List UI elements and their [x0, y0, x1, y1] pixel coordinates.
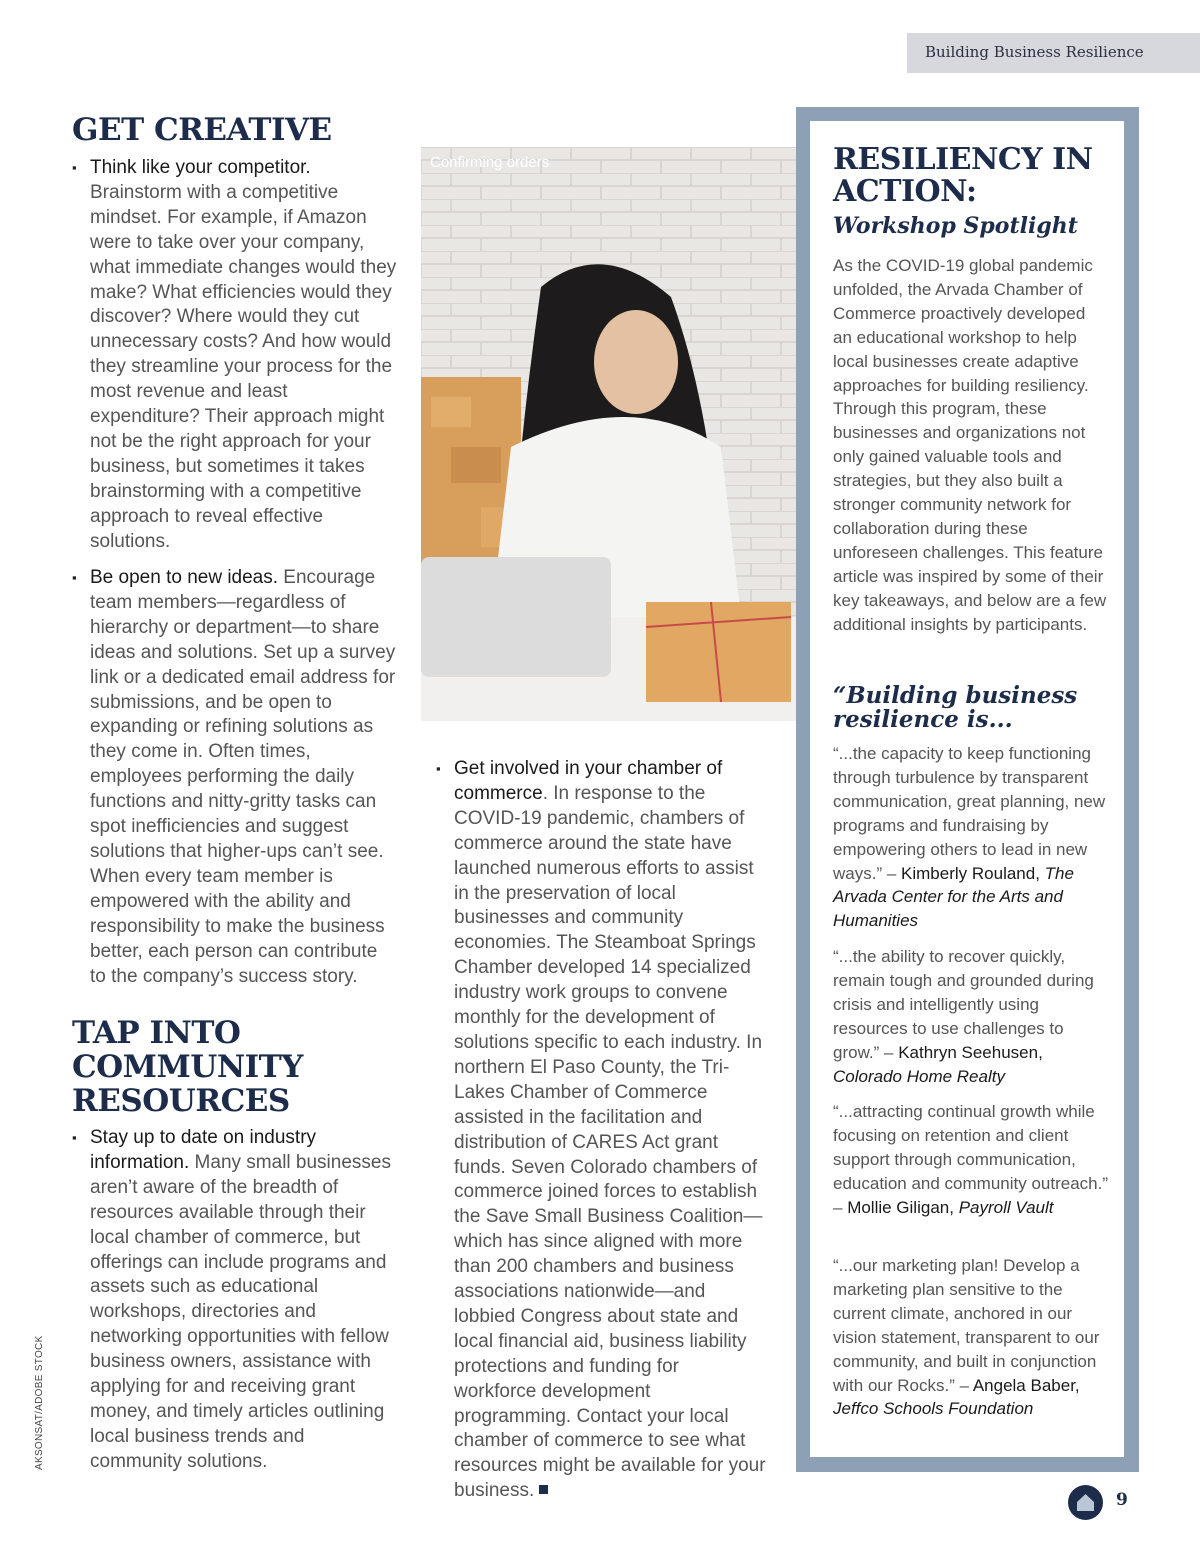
section-title: Building Business Resilience	[925, 43, 1144, 61]
quote-text: “...the ability to recover quickly, remain tough and grounded during crisis and intelligently using resources to use challenges to grow.” –	[833, 947, 1094, 1062]
page-number: 9	[1116, 1490, 1128, 1510]
quote-author: Angela Baber,	[972, 1375, 1080, 1395]
quote	[833, 1100, 1108, 1220]
tap-into-list	[72, 1126, 397, 1475]
item-body: Encourage team members—regardless of hierarchy or department—to share ideas and solutions. Set up a survey link or a dedicated email address for submissions, and be open to expanding or refining solutions as they come in. Often times, employees performing the daily functions and nitty-gritty tasks can spot inefficiencies and suggest solutions that higher-ups can’t see. When every team member is empowered with the ability and responsibility to make the business better, each person can contribute to the company’s success story.	[90, 567, 396, 987]
article-photo	[421, 147, 796, 721]
quote-text: “...attracting continual growth while focusing on retention and client support through communication, education and community outreach.” –	[833, 1102, 1108, 1217]
end-mark-icon	[539, 1485, 548, 1494]
item-lead: Get involved in your chamber of commerce	[454, 758, 723, 804]
photo-credit: AKSONSAT/ADOBE STOCK	[34, 1335, 45, 1470]
heading-get-creative: GET CREATIVE	[72, 112, 332, 148]
quote-organization: Payroll Vault	[958, 1197, 1054, 1217]
quote-text: “...our marketing plan! Develop a marketing plan sensitive to the current climate, anchored in our vision statement, transparent to our community, and built in conjunction with our Rocks.” –	[833, 1256, 1100, 1395]
quote-organization: Jeffco Schools Foundation	[833, 1399, 1034, 1419]
sidebar-body: As the COVID-19 global pandemic unfolded, the Arvada Chamber of Commerce proactively developed an educational workshop to help local businesses create adaptive approaches for building resiliency. Through this program, these businesses and organizations not only gained valuable tools and strategies, but they also built a stronger community network for collaboration during these unforeseen challenges. This feature article was inspired by some of their key takeaways, and below are a few additional insights by participants.	[833, 256, 1107, 634]
quote	[833, 1254, 1108, 1421]
quote-organization: The Arvada Center for the Arts and Humanities	[833, 863, 1074, 931]
item-lead: Stay up to date on industry information.	[90, 1127, 317, 1173]
photo-caption: Confirming orders	[430, 154, 550, 171]
quote-author: Mollie Giligan,	[847, 1197, 959, 1217]
quote	[833, 945, 1108, 1088]
quote	[833, 742, 1108, 933]
item-body: . In response to the COVID-19 pandemic, chambers of commerce around the state have launched numerous efforts to assist in the preservation of local businesses and community economies. The Steamboat Springs Chamber developed 14 specialized industry work groups to convene monthly for the development of solutions specific to each industry. In northern El Paso County, the Tri-Lakes Chamber of Commerce assisted in the facilitation and distribution of CARES Act grant funds. Seven Colorado chambers of commerce joined forces to establish the Save Small Business Coalition—which has since aligned with more than 200 chambers and business associations nationwide—and lobbied Congress about state and local financial aid, business liability protections and funding for workforce development programming. Contact your local chamber of commerce to see what resources might be available for your business.	[454, 782, 766, 1502]
get-creative-list-2	[72, 566, 397, 989]
list-item	[436, 757, 766, 1504]
item-body: Brainstorm with a competitive mindset. For example, if Amazon were to take over your company, what immediate changes would they make? What efficiencies would they discover? Where would they cut unnecessary costs? And how would they streamline your process for the most revenue and least expenditure? Their approach might not be the right approach for your business, but sometimes it takes brainstorming with a competitive approach to reveal effective solutions.	[90, 181, 397, 552]
quote-author: Kimberly Rouland,	[901, 863, 1045, 883]
home-icon	[1068, 1485, 1103, 1520]
list-item	[72, 156, 397, 555]
section-header-tab	[907, 33, 1200, 73]
item-body: Many small businesses aren’t aware of the breadth of resources available through their local chamber of commerce, but offerings can include programs and assets such as educational workshops, directories and networking opportunities with fellow business owners, assistance with applying for and receiving grant money, and timely articles outlining local business trends and community solutions.	[90, 1151, 391, 1472]
quote-heading: “Building business resilience is...	[833, 682, 1078, 733]
heading-tap-into-community-resources: TAP INTO COMMUNITY RESOURCES	[72, 1015, 303, 1119]
item-lead: Think like your competitor.	[90, 157, 311, 178]
quote-text: “...the capacity to keep functioning through turbulence by transparent communication, great planning, new programs and fundraising by empowering others to lead in new ways.” –	[833, 744, 1106, 883]
quote-author: Kathryn Seehusen,	[898, 1042, 1043, 1062]
get-creative-list	[72, 156, 397, 555]
quote-organization: Colorado Home Realty	[833, 1066, 1005, 1086]
chamber-list	[436, 757, 766, 1504]
sidebar-title: RESILIENCY IN ACTION:	[833, 142, 1093, 209]
woman-packing-boxes-image	[421, 147, 796, 721]
list-item	[72, 566, 397, 989]
list-item	[72, 1126, 397, 1475]
item-lead: Be open to new ideas.	[90, 567, 279, 588]
sidebar-subtitle: Workshop Spotlight	[833, 213, 1078, 239]
